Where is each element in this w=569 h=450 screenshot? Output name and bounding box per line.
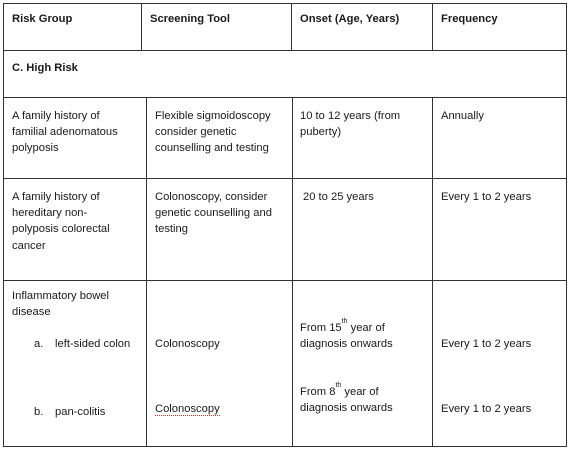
table-border-top	[3, 3, 567, 4]
ibd-sub-b-label: pan-colitis	[55, 406, 106, 418]
section-title: C. High Risk	[12, 62, 78, 74]
row2-risk-group: A family history of hereditary non- polyposis colorectal cancer	[12, 191, 110, 252]
body-col-divider-1	[146, 97, 147, 447]
table-border-left	[3, 3, 4, 447]
body-col-divider-2	[292, 97, 293, 447]
ibd-sub-a-label: left-sided colon	[55, 338, 131, 350]
section-divider	[3, 97, 567, 98]
header-risk-group: Risk Group	[12, 13, 73, 25]
row-divider-2	[3, 280, 567, 281]
row2-screening-tool: Colonoscopy, consider genetic counselling and testing	[155, 191, 272, 236]
row1-risk-group: A family history of familial adenomatous polyposis	[12, 110, 118, 155]
table-border-bottom	[3, 446, 567, 447]
row2-onset: 20 to 25 years	[303, 191, 374, 203]
row1-frequency: Annually	[441, 110, 484, 122]
ibd-sub-b-tool: Colonoscopy	[155, 403, 220, 415]
header-frequency: Frequency	[441, 13, 498, 25]
row-divider-1	[3, 178, 567, 179]
row1-onset: 10 to 12 years (from puberty)	[300, 110, 401, 139]
ibd-sub-b-onset: From 8th year of diagnosis onwards	[300, 382, 393, 415]
header-col-divider-1	[141, 3, 142, 51]
ibd-sub-a-onset: From 15th year of diagnosis onwards	[300, 318, 393, 351]
header-screening-tool: Screening Tool	[150, 13, 230, 25]
table-border-right	[566, 3, 567, 447]
ibd-sub-a-tool: Colonoscopy	[155, 338, 220, 350]
ibd-sub-a-frequency: Every 1 to 2 years	[441, 338, 532, 350]
body-col-divider-3	[432, 97, 433, 447]
row2-frequency: Every 1 to 2 years	[441, 191, 532, 203]
header-onset: Onset (Age, Years)	[300, 13, 400, 25]
header-divider	[3, 50, 567, 51]
ibd-title: Inflammatory bowel disease	[12, 290, 109, 319]
ibd-sub-b-marker: b.	[34, 406, 44, 418]
header-col-divider-2	[291, 3, 292, 51]
header-col-divider-3	[432, 3, 433, 51]
ibd-sub-b-frequency: Every 1 to 2 years	[441, 403, 532, 415]
row1-screening-tool: Flexible sigmoidoscopy consider genetic counselling and testing	[155, 110, 271, 155]
ibd-sub-a-marker: a.	[34, 338, 44, 350]
